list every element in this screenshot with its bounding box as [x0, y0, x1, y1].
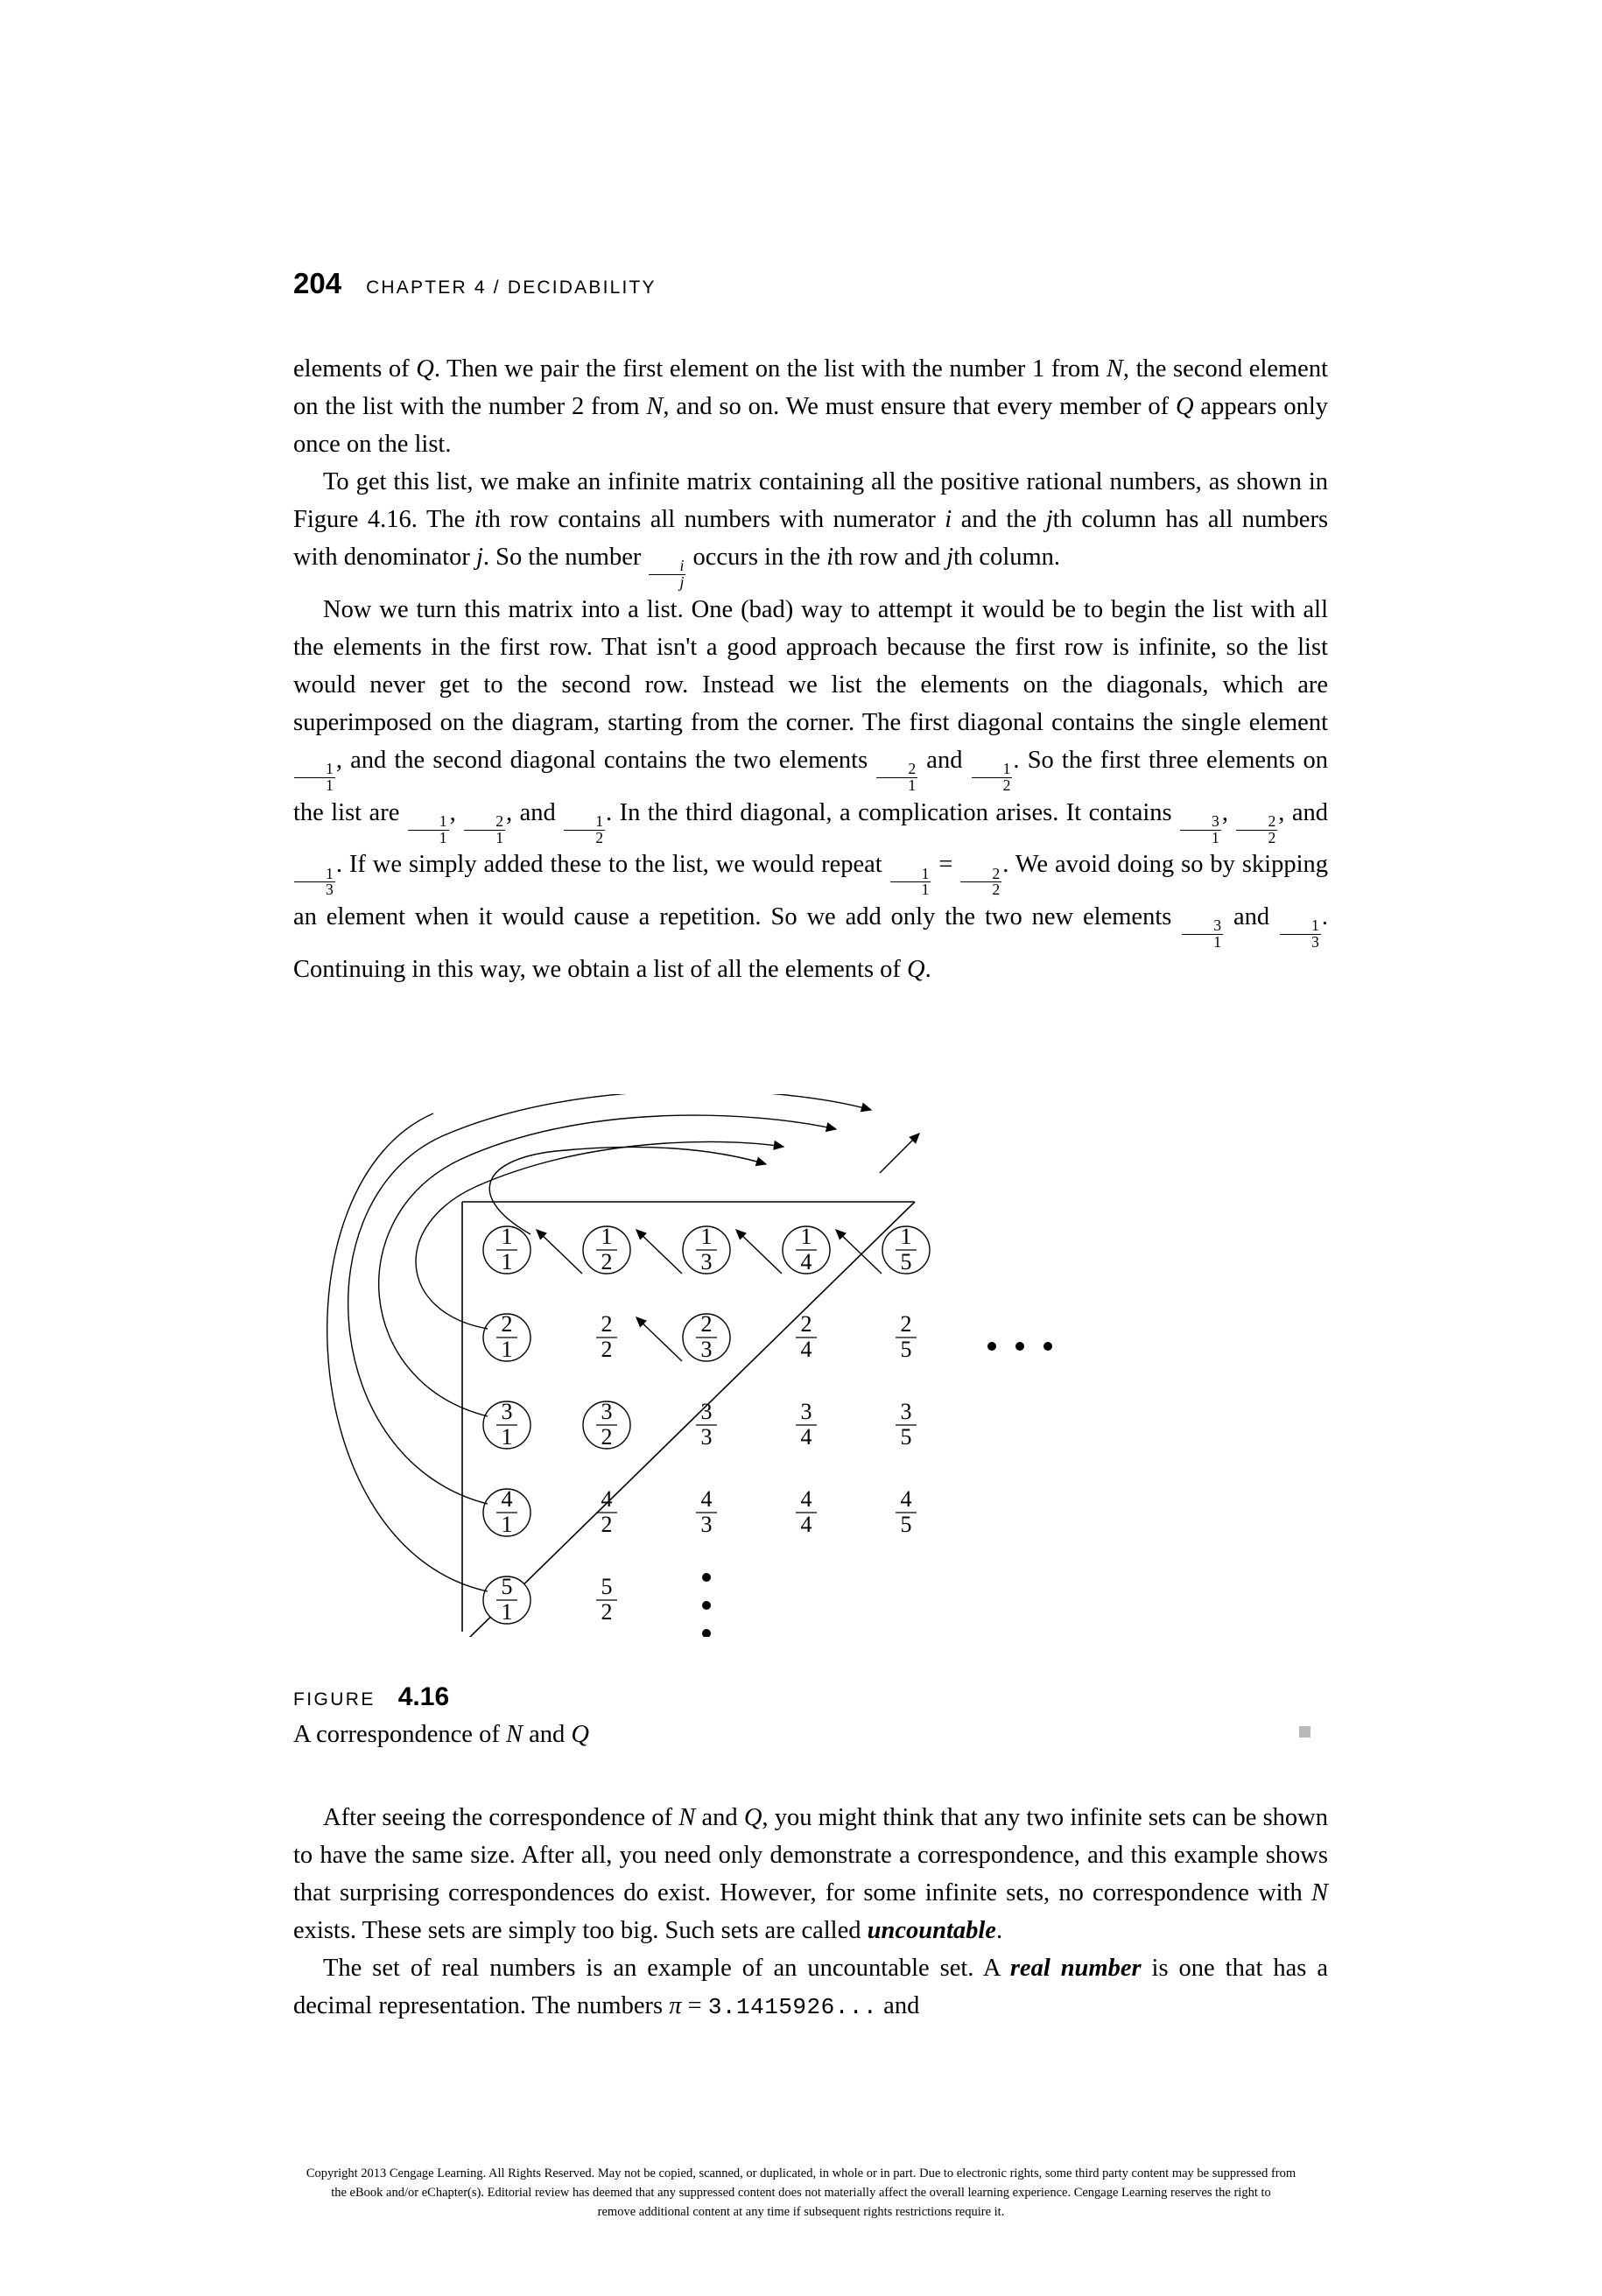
page-number: 204 [293, 267, 342, 299]
svg-text:2: 2 [601, 1512, 613, 1537]
svg-text:2: 2 [800, 1311, 812, 1337]
svg-text:4: 4 [800, 1512, 812, 1537]
cell-4-3 [696, 1486, 717, 1537]
arc-5 [327, 1113, 488, 1591]
svg-text:5: 5 [900, 1249, 912, 1274]
body-text-bottom [293, 1799, 1328, 2026]
paragraph-3 [293, 591, 1328, 988]
text-run: , [449, 798, 464, 826]
svg-text:5: 5 [900, 1512, 912, 1537]
fraction-i-over-j: $\frac{i}{j}$ [649, 558, 686, 590]
cell-2-1 [483, 1311, 530, 1362]
figure-number: 4.16 [397, 1682, 450, 1711]
svg-text:3: 3 [800, 1399, 812, 1424]
svg-text:2: 2 [601, 1337, 613, 1362]
end-of-proof-marker [1299, 1726, 1310, 1738]
fraction-1-2: $\frac{1}{2}$ [564, 814, 605, 846]
arc-1 [489, 1147, 766, 1234]
arrow-diag-out [880, 1134, 919, 1173]
svg-text:2: 2 [900, 1311, 912, 1337]
text-run: th column has all numbers with denominator [293, 506, 1329, 571]
text-run: , and [1278, 798, 1328, 826]
cell-2-3 [683, 1311, 730, 1362]
fraction-2-2: $\frac{2}{2}$ [1236, 814, 1277, 846]
body-text-top [293, 350, 1328, 988]
paragraph-4 [293, 1799, 1328, 1949]
svg-text:2: 2 [601, 1311, 613, 1337]
svg-text:1: 1 [601, 1224, 613, 1249]
svg-text:1: 1 [501, 1224, 513, 1249]
symbol-N: N [646, 393, 664, 420]
copyright-footer [0, 2164, 1602, 2222]
text-run: occurs in the [686, 544, 827, 571]
text-run: . So the first three elements on the list are [293, 746, 1328, 826]
text-run: , and the second diagonal contains the two elements [335, 746, 876, 774]
fraction-2-2: $\frac{2}{2}$ [960, 867, 1001, 898]
text-run: To get this list, we make an infinite matrix containing all the positive rational numbers, as shown in Figure 4.16. The [293, 468, 1328, 533]
svg-text:3: 3 [601, 1399, 613, 1424]
cell-2-5 [896, 1311, 917, 1362]
svg-text:2: 2 [501, 1311, 513, 1337]
text-run: . Then we pair the first element on the list with the number 1 from [433, 355, 1107, 383]
cell-5-2 [596, 1574, 617, 1625]
text-run: The set of real numbers is an example of an uncountable set. A [323, 1955, 1010, 1982]
footer-line-2: the eBook and/or eChapter(s). Editorial review has deemed that any suppressed content does not materially affect the overall learning experience. Cengage Learning reserves the right to [331, 2186, 1271, 2200]
arrow-diag-4 [736, 1230, 782, 1274]
svg-text:5: 5 [501, 1574, 513, 1599]
arrow-diag-5 [836, 1230, 882, 1274]
cell-3-2 [583, 1399, 630, 1450]
text-run: exists. These sets are simply too big. Such sets are called [293, 1917, 868, 1944]
cell-4-2 [596, 1486, 617, 1537]
svg-text:1: 1 [501, 1424, 513, 1450]
text-run: Now we turn this matrix into a list. One (bad) way to attempt it would be to begin the list with all the elements in the first row. That isn't a good approach because the first row is infinite, so the list would never get to the second row. Instead we list the elements on the diagonals, which are superimposed on the diagram, starting from the corner. The first diagonal contains the single element [293, 595, 1328, 736]
svg-text:1: 1 [700, 1224, 713, 1249]
text-run: . [924, 955, 931, 983]
text-run: and [918, 746, 971, 774]
symbol-Q: Q [1175, 393, 1194, 420]
fraction-3-1: $\frac{3}{1}$ [1182, 918, 1223, 950]
svg-text:4: 4 [800, 1337, 812, 1362]
text-run: A correspondence of [293, 1721, 506, 1748]
fraction-1-3: $\frac{1}{3}$ [294, 867, 335, 898]
svg-text:2: 2 [601, 1599, 613, 1625]
cell-2-4 [796, 1311, 817, 1362]
paragraph-2 [293, 463, 1328, 591]
symbol-N: N [505, 1721, 523, 1748]
figure-4-16 [293, 1094, 1328, 1637]
svg-text:3: 3 [700, 1337, 713, 1362]
cell-3-5 [896, 1399, 917, 1450]
text-run: th column. [953, 544, 1061, 571]
svg-text:1: 1 [900, 1224, 912, 1249]
figure-subcaption [293, 1721, 589, 1749]
svg-text:3: 3 [700, 1424, 713, 1450]
fraction-1-2: $\frac{1}{2}$ [972, 762, 1013, 793]
text-run: and the [952, 506, 1046, 533]
svg-text:1: 1 [501, 1249, 513, 1274]
term-uncountable: uncountable [867, 1917, 996, 1944]
cell-1-5 [882, 1224, 930, 1274]
symbol-Q: Q [571, 1721, 589, 1748]
page-header [293, 267, 657, 300]
arrow-diag-2 [636, 1230, 682, 1274]
svg-text:5: 5 [900, 1424, 912, 1450]
text-run: , you might think that any two infinite sets can be shown to have the same size. After all, you need only demonstrate a correspondence, and this example shows that surprising correspondences do exist. However, for some infinite sets, no correspondence with [293, 1804, 1328, 1906]
svg-text:3: 3 [700, 1249, 713, 1274]
cell-1-4 [783, 1224, 830, 1274]
fraction-1-1: $\frac{1}{1}$ [890, 867, 931, 898]
svg-text:1: 1 [800, 1224, 812, 1249]
symbol-pi: π [669, 1992, 682, 2019]
text-run: . We avoid doing so by skipping an element when it would cause a repetition. So we add only the two new elements [293, 851, 1328, 930]
svg-text:4: 4 [900, 1486, 912, 1512]
svg-text:1: 1 [501, 1512, 513, 1537]
cell-4-4 [796, 1486, 817, 1537]
text-run: , [1221, 798, 1236, 826]
svg-text:1: 1 [501, 1599, 513, 1625]
text-run: and [877, 1992, 920, 2019]
symbol-j: j [475, 544, 483, 571]
text-run: and [1224, 903, 1280, 930]
footer-line-3: remove additional content at any time if subsequent rights restrictions require it. [597, 2205, 1005, 2219]
symbol-N: N [1310, 1879, 1328, 1906]
paragraph-5 [293, 1949, 1328, 2026]
cell-1-2 [583, 1224, 630, 1274]
cell-2-2 [596, 1311, 617, 1362]
text-run: and [695, 1804, 744, 1831]
text-run: th row contains all numbers with numerator [481, 506, 945, 533]
cell-4-5 [896, 1486, 917, 1537]
text-run: . [995, 1917, 1003, 1944]
fraction-3-1: $\frac{3}{1}$ [1180, 814, 1221, 846]
svg-text:5: 5 [900, 1337, 912, 1362]
symbol-Q: Q [743, 1804, 762, 1831]
text-run: appears only once on the list. [293, 393, 1328, 458]
cell-5-1 [483, 1574, 530, 1625]
text-run: . If we simply added these to the list, we would repeat [335, 851, 889, 879]
svg-text:4: 4 [800, 1424, 812, 1450]
svg-text:3: 3 [700, 1512, 713, 1537]
text-run: . In the third diagonal, a complication arises. It contains [606, 798, 1180, 826]
cell-3-1 [483, 1399, 530, 1450]
symbol-N: N [678, 1804, 696, 1831]
chapter-label: CHAPTER 4 / DECIDABILITY [366, 277, 657, 298]
svg-text:4: 4 [800, 1249, 812, 1274]
svg-text:2: 2 [700, 1311, 713, 1337]
svg-text:4: 4 [501, 1486, 513, 1512]
svg-text:3: 3 [900, 1399, 912, 1424]
text-run: , and so on. We must ensure that every member of [663, 393, 1176, 420]
term-real-number: real number [1009, 1955, 1142, 1982]
symbol-j: j [946, 544, 954, 571]
symbol-i: i [826, 544, 834, 571]
cell-1-1 [483, 1224, 530, 1274]
symbol-j: j [1045, 506, 1053, 533]
fraction-2-1: $\frac{2}{1}$ [876, 762, 917, 793]
svg-text:3: 3 [700, 1399, 713, 1424]
paragraph-1 [293, 350, 1328, 463]
text-run: elements of [293, 355, 417, 383]
figure-diagram [293, 1094, 1328, 1637]
svg-text:4: 4 [601, 1486, 613, 1512]
text-run: After seeing the correspondence of [323, 1804, 679, 1831]
fraction-1-3: $\frac{1}{3}$ [1280, 918, 1321, 950]
symbol-Q: Q [907, 955, 925, 983]
svg-text:4: 4 [700, 1486, 713, 1512]
text-run: , the second element on the list with the number 2 from [293, 355, 1329, 420]
symbol-i: i [945, 506, 952, 533]
cell-3-3 [696, 1399, 717, 1450]
symbol-N: N [1106, 355, 1123, 383]
arrow-diag-3 [636, 1317, 682, 1361]
connector-arcs [327, 1094, 871, 1591]
arrow-diag-1 [537, 1230, 582, 1274]
text-run: = [681, 1992, 708, 2019]
figure-caption-line [293, 1682, 449, 1712]
footer-line-1: Copyright 2013 Cengage Learning. All Rights Reserved. May not be copied, scanned, or duplicated, in whole or in part. Due to electronic rights, some third party content may be suppressed from [306, 2166, 1296, 2180]
svg-text:1: 1 [501, 1337, 513, 1362]
ellipsis-vertical [702, 1573, 711, 1637]
text-run: , and [506, 798, 564, 826]
ellipsis-horizontal [987, 1342, 1052, 1351]
text-run: is one that has a decimal representation. The numbers [293, 1955, 1328, 2019]
symbol-i: i [474, 506, 481, 533]
svg-text:2: 2 [601, 1249, 613, 1274]
fraction-1-1: $\frac{1}{1}$ [294, 762, 335, 793]
text-run: th row and [833, 544, 947, 571]
symbol-Q: Q [416, 355, 434, 383]
figure-word: FIGURE [293, 1689, 376, 1710]
fraction-2-1: $\frac{2}{1}$ [464, 814, 505, 846]
text-run: = [931, 851, 960, 879]
svg-text:2: 2 [601, 1424, 613, 1450]
text-run: . Continuing in this way, we obtain a list of all the elements of [293, 903, 1328, 983]
text-run: . So the number [482, 544, 648, 571]
svg-text:5: 5 [601, 1574, 613, 1599]
pi-value: 3.1415926... [707, 1994, 878, 2020]
svg-text:3: 3 [501, 1399, 513, 1424]
matrix-entries [483, 1224, 930, 1625]
text-run: and [522, 1721, 572, 1748]
cell-1-3 [683, 1224, 730, 1274]
cell-4-1 [483, 1486, 530, 1537]
cell-3-4 [796, 1399, 817, 1450]
fraction-1-1: $\frac{1}{1}$ [408, 814, 449, 846]
svg-text:4: 4 [800, 1486, 812, 1512]
